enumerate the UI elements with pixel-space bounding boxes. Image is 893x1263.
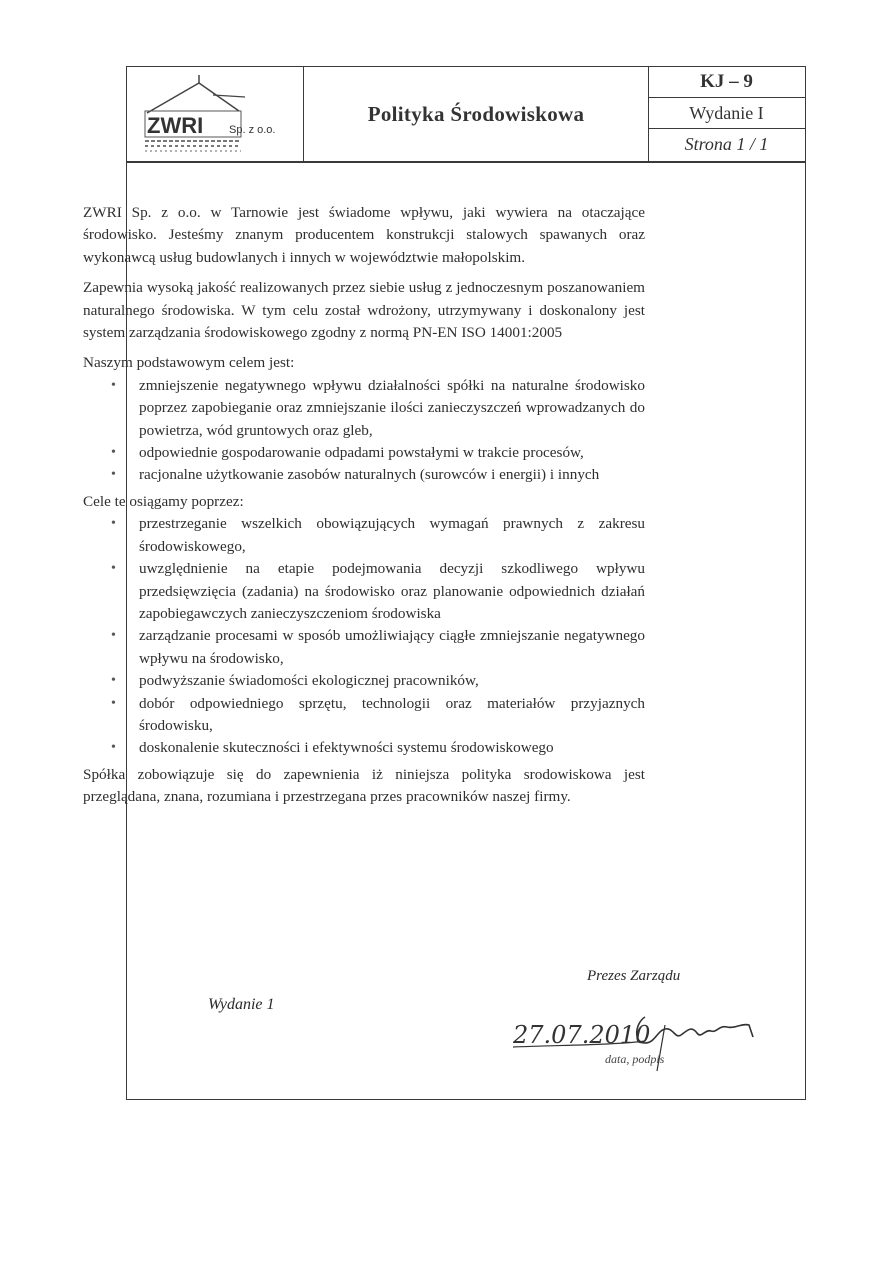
edition-label: Wydanie 1 — [208, 996, 275, 1013]
means-list — [83, 513, 645, 759]
document-title: Polityka Środowiskowa — [367, 101, 585, 126]
closing-paragraph: Spółka zobowiązuje się do zapewnienia iż niniejsza polityka srodowiskowa jest przeglądana, znana, rozumiana i przestrzegana przes pracowników naszej firmy. — [83, 765, 645, 806]
list-item: • zarządzanie procesami w sposób umożliwiający ciągłe zmniejszanie negatywnego wpływu na środowisko, — [83, 625, 645, 670]
list-item: • dobór odpowiedniego sprzętu, technologii oraz materiałów przyjaznych środowisku, — [83, 693, 645, 738]
list-item: • uwzględnienie na etapie podejmowania decyzji szkodliwego wpływu przedsięwzięcia (zadania) na środowisko oraz planowanie odpowiednich działań zapobiegawczych zanieczyszczeniom środowiska — [83, 558, 645, 625]
document-code: KJ – 9 — [648, 67, 805, 98]
list-item: • przestrzeganie wszelkich obowiązujących wymagań prawnych z zakresu środowiskowego, — [83, 513, 645, 558]
signature-icon — [505, 1005, 775, 1075]
document-page: Strona 1 / 1 — [684, 134, 769, 154]
company-logo — [127, 67, 303, 161]
list-item: • doskonalenie skuteczności i efektywności systemu środowiskowego — [83, 737, 645, 759]
intro-paragraph-2: Zapewnia wysoką jakość realizowanych przez siebie usług z jednoczesnym poszanowaniem naturalnego środowiska. W tym celu został wdrożony, utrzymywany i doskonalony jest system zarządzania środowiskowego zgodny z normą PN-EN ISO 14001:2005 — [83, 279, 645, 342]
logo-suffix: Sp. z o.o. — [229, 124, 276, 136]
document-header — [127, 67, 805, 163]
date-caption: data, podpis — [605, 1052, 665, 1066]
list-item: • podwyższanie świadomości ekologicznej pracowników, — [83, 670, 645, 692]
list-item: • racjonalne użytkowanie zasobów naturalnych (surowców i energii) i innych — [83, 464, 645, 486]
logo-text: ZWRI — [147, 113, 204, 138]
zwri-logo-icon — [141, 73, 291, 155]
document-edition: Wydanie I — [648, 98, 805, 129]
goals-heading: Naszym podstawowym celem jest: — [83, 354, 295, 372]
title-cell — [303, 67, 649, 161]
signer-title: Prezes Zarządu — [587, 968, 681, 984]
means-heading: Cele te osiągamy poprzez: — [83, 492, 244, 510]
document-info — [648, 67, 805, 161]
goals-list — [83, 375, 645, 487]
list-item: • odpowiednie gospodarowanie odpadami powstałymi w trakcie procesów, — [83, 442, 645, 464]
handwritten-date: 27.07.2010 — [513, 1021, 651, 1049]
document-body — [83, 202, 645, 809]
list-item: • zmniejszenie negatywnego wpływu działalności spółki na naturalne środowisko poprzez zapobieganie oraz zmniejszanie ilości zanieczyszczeń wprowadzanych do powietrza, wód gruntowych oraz gleb, — [83, 375, 645, 442]
intro-paragraph-1: ZWRI Sp. z o.o. w Tarnowie jest świadome wpływu, jaki wywiera na otaczające środowisko. Jesteśmy znanym producentem konstrukcji stalowych spawanych oraz wykonawcą usług budowlanych i innych w województwie małopolskim. — [83, 204, 645, 266]
